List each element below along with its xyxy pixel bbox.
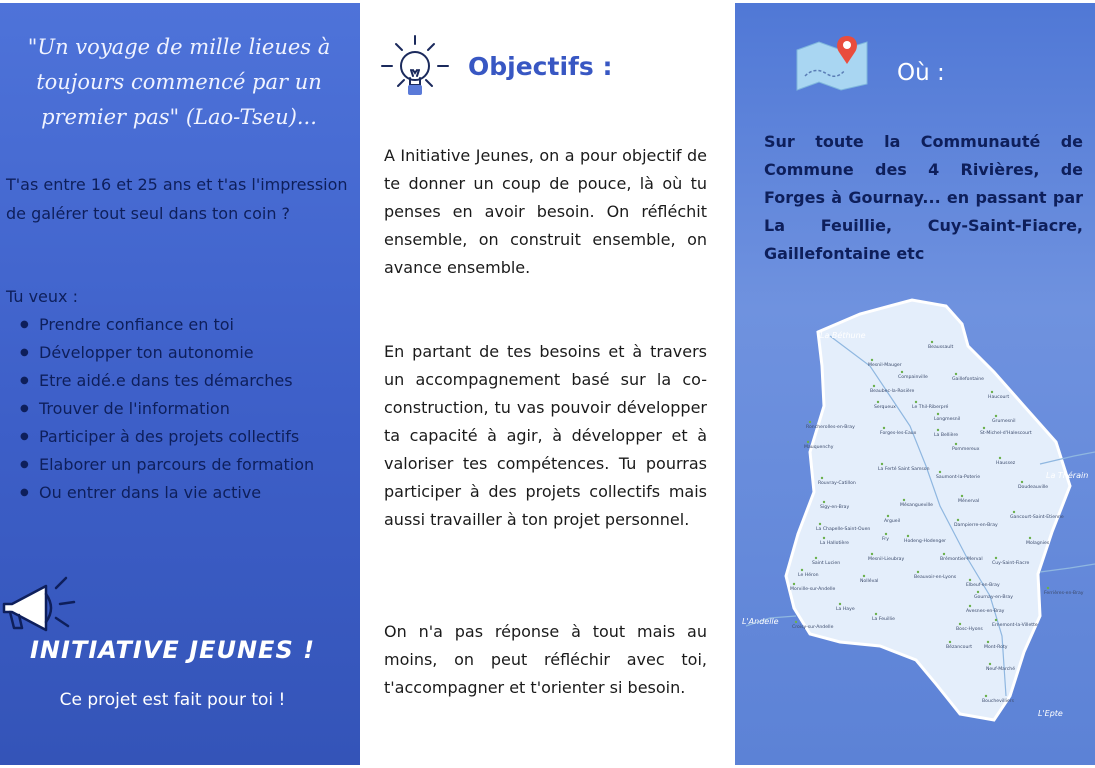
town-label: Longmesnil [934,417,961,422]
town-marker [987,641,989,643]
town-label: Roncherolles-en-Bray [806,425,855,430]
town-marker [1047,587,1049,589]
town-label: Serqueux [874,405,896,410]
town-marker [839,603,841,605]
town-label: Gaillefontaine [952,377,984,382]
town-marker [873,385,875,387]
town-marker [823,501,825,503]
town-marker [863,575,865,577]
town-marker [943,553,945,555]
territory-map [740,296,1095,726]
town-label: Bézancourt [946,645,973,650]
town-label: Le Thil-Riberpré [912,405,949,410]
town-marker [881,463,883,465]
town-label: Compainville [898,375,928,380]
town-label: Ferrières-en-Bray [1044,591,1084,596]
town-marker [807,441,809,443]
town-marker [985,695,987,697]
town-marker [907,535,909,537]
town-marker [999,457,1001,459]
intro-text: T'as entre 16 et 25 ans et t'as l'impression de galérer tout seul dans ton coin ? [6,175,348,223]
town-label: Nolléval [860,579,879,584]
town-label: Mesnil-Lieubray [868,557,905,562]
town-marker [955,373,957,375]
town-label: Ménerval [958,499,980,504]
town-marker [885,533,887,535]
town-label: Mesnil-Mauger [868,363,902,368]
megaphone-icon [0,570,84,640]
town-label: Brémontier-Merval [940,557,983,562]
town-marker [903,499,905,501]
town-marker [961,495,963,497]
town-marker [991,391,993,393]
town-marker [983,427,985,429]
town-label: Mont-Roty [984,645,1008,650]
town-marker [871,359,873,361]
town-label: Saint Lucien [812,561,841,566]
brand-title: INITIATIVE JEUNES ! [30,636,316,664]
town-marker [877,401,879,403]
town-marker [809,421,811,423]
wishes-heading: Tu veux : [6,287,78,306]
quote-text: "Un voyage de mille lieues à toujours commencé par un premier pas" (Lao-Tseu)... [27,35,331,129]
town-label: Croisy-sur-Andelle [792,625,834,630]
town-marker [1013,511,1015,513]
objectives-paragraph-2: En partant de tes besoins et à travers un accompagnement basé sur la co-construction, tu vas pouvoir développer ta capacité à agir, à développer et à valoriser tes compétences. Tu pourras participer à des projets collectifs mais aussi travailler à ton projet personnel. [384,342,707,529]
town-label: Pommereux [952,447,980,452]
objectives-title: Objectifs : [468,52,613,81]
town-marker [795,621,797,623]
town-marker [915,401,917,403]
town-label: La Feuillie [872,617,895,622]
town-label: Cuy-Saint-Fiacre [992,561,1030,566]
town-label: Fry [882,537,889,542]
list-item: ● Ou entrer dans la vie active [20,479,355,507]
town-label: Gournay-en-Bray [974,595,1013,600]
town-marker [901,371,903,373]
town-label: La Hallotière [820,541,849,546]
town-marker [939,471,941,473]
list-item: ● Prendre confiance en toi [20,311,355,339]
town-label: Argueil [884,519,901,524]
town-marker [821,477,823,479]
town-label: La Bellière [934,433,959,438]
town-marker [955,443,957,445]
town-marker [989,663,991,665]
town-label: Beauvoir-en-Lyons [914,575,957,580]
town-marker [995,619,997,621]
town-marker [871,553,873,555]
where-title: Où : [897,60,945,86]
town-marker [995,415,997,417]
map-pin-icon [793,30,875,92]
town-label: Haussez [996,461,1016,466]
town-label: La Chapelle-Saint-Ouen [816,527,871,532]
river-label: La Thérain [1046,471,1089,480]
town-label: St-Michel-d'Halescourt [980,431,1032,436]
town-label: Beaussault [928,345,954,350]
wishes-list [20,311,355,507]
river-label: L'Andelle [742,617,779,626]
river-label: La Béthune [820,331,866,340]
town-marker [887,515,889,517]
town-label: Mauquenchy [804,445,834,450]
town-label: Saumont-la-Poterie [936,475,981,480]
river-label: L'Epte [1038,709,1063,718]
town-marker [969,579,971,581]
list-item: ● Elaborer un parcours de formation [20,451,355,479]
objectives-paragraph-1: A Initiative Jeunes, on a pour objectif de te donner un coup de pouce, là où tu penses en avoir besoin. On réfléchit ensemble, on construit ensemble, on avance ensemble. [384,146,707,277]
town-marker [977,591,979,593]
town-marker [815,557,817,559]
town-marker [883,427,885,429]
town-marker [1029,537,1031,539]
town-marker [937,429,939,431]
list-item: ● Etre aidé.e dans tes démarches [20,367,355,395]
town-label: Mésangueville [900,503,933,508]
town-label: La Haye [836,607,855,612]
town-label: Ernemont-la-Villette [992,623,1038,628]
town-label: Forges-les-Eaux [880,431,917,436]
town-label: Grumesnil [992,419,1016,424]
town-label: Molagnies [1026,541,1050,546]
town-label: Bosc-Hyons [956,627,983,632]
lightbulb-icon [378,32,452,104]
town-label: Gancourt-Saint-Etienne [1010,515,1064,520]
list-item: ● Participer à des projets collectifs [20,423,355,451]
town-marker [931,341,933,343]
town-label: Sigy-en-Bray [820,505,850,510]
town-marker [969,605,971,607]
town-label: Rouvray-Catillon [818,481,856,486]
town-label: La Ferté Saint Samson [878,467,930,472]
town-label: Doudeauville [1018,485,1049,490]
town-label: Morville-sur-Andelle [790,587,836,592]
town-marker [793,583,795,585]
town-label: Beaubec-la-Rosière [870,389,915,394]
town-label: Avesnes-en-Bray [966,609,1005,614]
town-marker [949,641,951,643]
town-label: Le Héron [798,573,819,578]
brand-subtitle: Ce projet est fait pour toi ! [59,690,286,710]
town-label: Elbeuf-en-Bray [966,583,1000,588]
town-marker [819,523,821,525]
town-marker [823,537,825,539]
town-marker [959,623,961,625]
town-label: Neuf-Marché [986,667,1016,672]
town-marker [801,569,803,571]
town-label: Hodeng-Hodenger [904,539,947,544]
town-marker [1021,481,1023,483]
town-label: Dampierre-en-Bray [954,523,998,528]
list-item: ● Développer ton autonomie [20,339,355,367]
town-marker [937,413,939,415]
town-marker [875,613,877,615]
town-label: Bouchevilliers [982,699,1015,704]
town-marker [995,557,997,559]
town-marker [917,571,919,573]
list-item: ● Trouver de l'information [20,395,355,423]
town-marker [957,519,959,521]
town-label: Haucourt [988,395,1010,400]
where-text: Sur toute la Communauté de Commune des 4 Rivières, de Forges à Gournay... en passant par La Feuillie, Cuy-Saint-Fiacre, Gaillefontaine etc [764,132,1083,263]
objectives-paragraph-3: On n'a pas réponse à tout mais au moins, on peut réfléchir avec toi, t'accompagner et t'orienter si besoin. [384,622,707,697]
